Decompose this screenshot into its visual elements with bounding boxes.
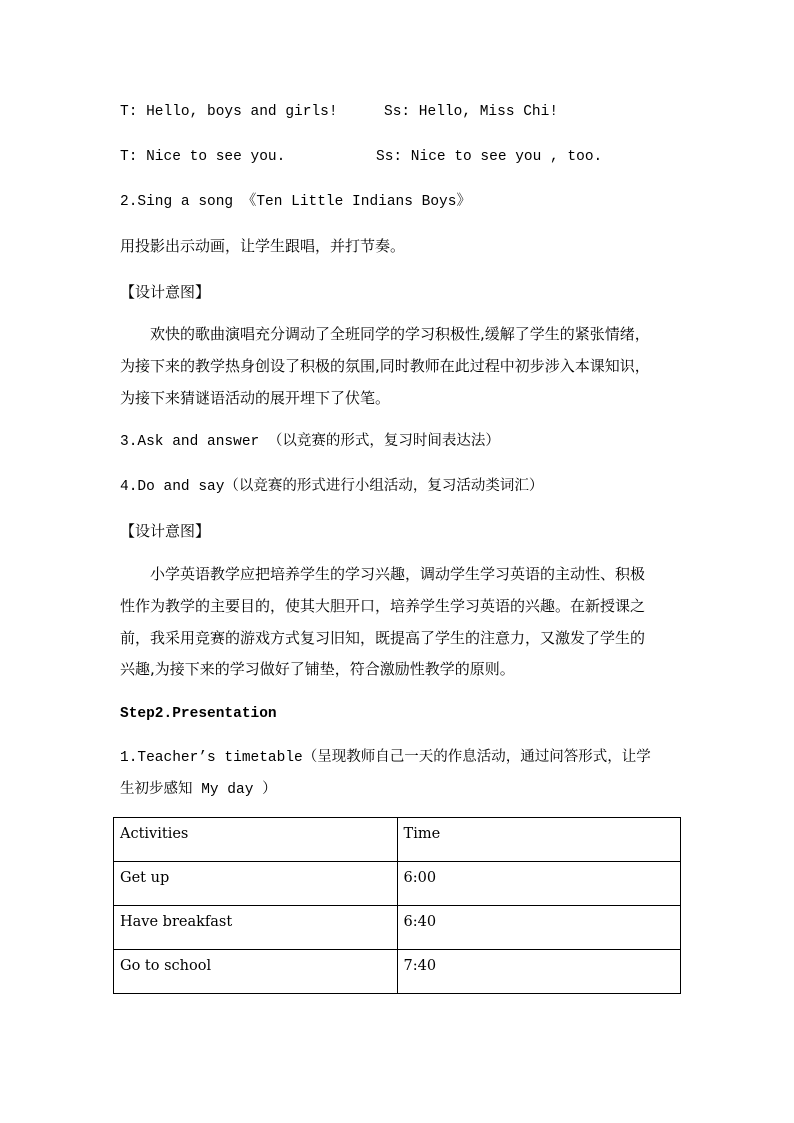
table-cell-time: 6:00 [397, 862, 680, 906]
timetable [113, 817, 681, 994]
design-intent-para-1-line-3: 为接下来猜谜语活动的展开埋下了伏笔。 [120, 389, 391, 407]
timetable-intro-line-1: 1.Teacher’s timetable（呈现教师自己一天的作息活动，通过问答形式，让学 [120, 750, 651, 766]
design-intent-para-1-line-1: 欢快的歌曲演唱充分调动了全班同学的学习积极性,缓解了学生的紧张情绪， [150, 325, 650, 343]
table-header-row [114, 818, 681, 862]
design-intent-para-1-line-2: 为接下来的教学热身创设了积极的氛围,同时教师在此过程中初步涉入本课知识， [120, 357, 650, 375]
design-intent-para-2-line-2: 性作为教学的主要目的，使其大胆开口，培养学生学习英语的兴趣。在新授课之 [120, 597, 646, 615]
design-intent-para-2-line-4: 兴趣,为接下来的学习做好了铺垫，符合激励性教学的原则。 [120, 660, 515, 678]
ask-and-answer: 3.Ask and answer （以竞赛的形式，复习时间表达法） [120, 434, 500, 450]
table-cell-activity: Go to school [114, 950, 398, 994]
do-and-say: 4.Do and say（以竞赛的形式进行小组活动，复习活动类词汇） [120, 479, 544, 495]
table-row [114, 862, 681, 906]
table-cell-activity: Get up [114, 862, 398, 906]
song-title: 2.Sing a song 《Ten Little Indians Boys》 [120, 194, 471, 210]
table-row [114, 906, 681, 950]
design-intent-heading-1: 【设计意图】 [120, 283, 211, 301]
table-row [114, 950, 681, 994]
timetable-intro-line-2: 生初步感知 My day ） [120, 782, 277, 798]
song-description: 用投影出示动画，让学生跟唱，并打节奏。 [120, 237, 406, 255]
design-intent-para-2-line-3: 前，我采用竞赛的游戏方式复习旧知，既提高了学生的注意力，又激发了学生的 [120, 629, 646, 647]
table-header-activities: Activities [114, 818, 398, 862]
table-cell-time: 7:40 [397, 950, 680, 994]
design-intent-heading-2: 【设计意图】 [120, 522, 211, 540]
dialogue-teacher-greeting: T: Hello, boys and girls! [120, 104, 338, 120]
table-header-time: Time [397, 818, 680, 862]
step2-heading: Step2.Presentation [120, 706, 277, 722]
dialogue-students-greeting: Ss: Hello, Miss Chi! [384, 104, 559, 120]
design-intent-para-2-line-1: 小学英语教学应把培养学生的学习兴趣，调动学生学习英语的主动性、积极 [150, 565, 646, 583]
dialogue-students-nice: Ss: Nice to see you , too. [376, 149, 603, 165]
table-cell-time: 6:40 [397, 906, 680, 950]
table-cell-activity: Have breakfast [114, 906, 398, 950]
dialogue-teacher-nice: T: Nice to see you. [120, 149, 286, 165]
